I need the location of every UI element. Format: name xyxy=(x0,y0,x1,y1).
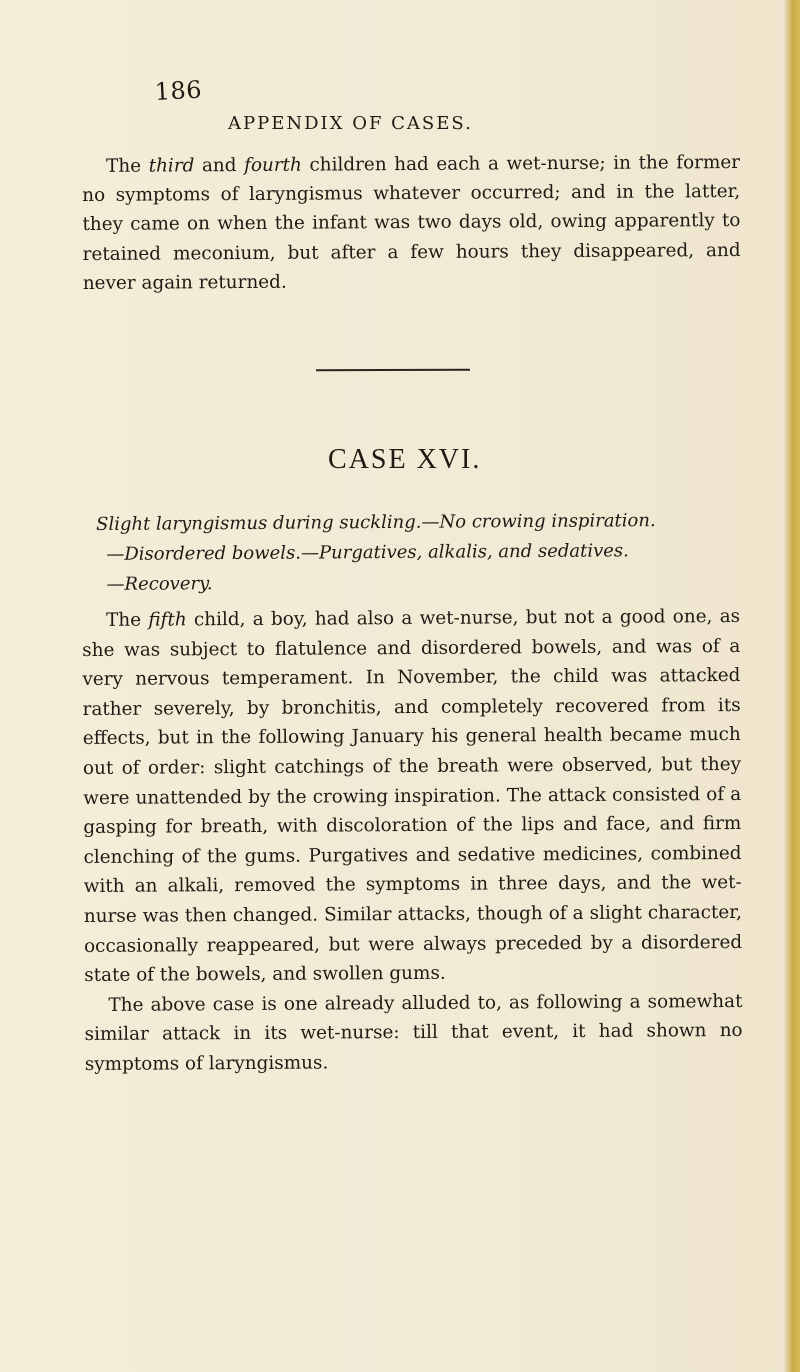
summary-line: Slight laryngismus during suckling.—No crowing inspiration. xyxy=(96,510,656,535)
body-lead-word: The xyxy=(106,609,142,631)
intro-fourth-word: fourth xyxy=(244,154,302,177)
intro-and-word: and xyxy=(201,155,237,177)
case-body xyxy=(82,602,743,1080)
intro-paragraph xyxy=(82,148,741,298)
case-paragraph-1 xyxy=(82,602,742,991)
running-head: APPENDIX OF CASES. xyxy=(228,113,473,134)
case-summary xyxy=(96,505,743,600)
case-paragraph-2: The above case is one already alluded to, as following a somewhat similar attack in its wet-nurse: till that event, it had shown no symptoms of laryngismus. xyxy=(84,990,743,1075)
summary-line: —Disordered bowels.—Purgatives, alkalis, and sedatives. xyxy=(106,540,629,565)
page-number: 186 xyxy=(154,75,203,106)
case-heading: CASE XVI. xyxy=(328,444,482,475)
intro-lead-word: The xyxy=(106,155,142,177)
intro-third-word: third xyxy=(148,155,195,177)
intro-text xyxy=(82,148,741,298)
intro-rest-text: children had each a wet-nurse; in the former no symptoms of laryngismus whatever occurred; and in the latter, they came on when the infant was two days old, owing apparently to retained meconium, but after a few hours they disappeared, and never again returned. xyxy=(82,151,741,294)
section-divider xyxy=(316,369,470,372)
summary-line: —Recovery. xyxy=(106,573,213,595)
body-fifth-word: fifth xyxy=(148,609,187,631)
page-edge xyxy=(784,0,800,1372)
body-paragraph-1-text: child, a boy, had also a wet-nurse, but not a good one, as she was subject to flatulence and disordered bowels, and was of a very nervous temperament. In November, the child was attacked rather severely, by bronchitis, and completely recovered from its effects, but in the following January his general health became much out of order: slight catchings of the breath were observed, but they were unattended by the crowing inspiration. The attack consisted of a gasping for breath, with discoloration of the lips and face, and firm clenching of the gums. Purgatives and sedative medicines, combined with an alkali, removed the symptoms in three days, and the wet-nurse was then changed. Similar attacks, though of a slight character, occasionally reappeared, but were always preceded by a disordered state of the bowels, and swollen gums. xyxy=(82,605,743,987)
